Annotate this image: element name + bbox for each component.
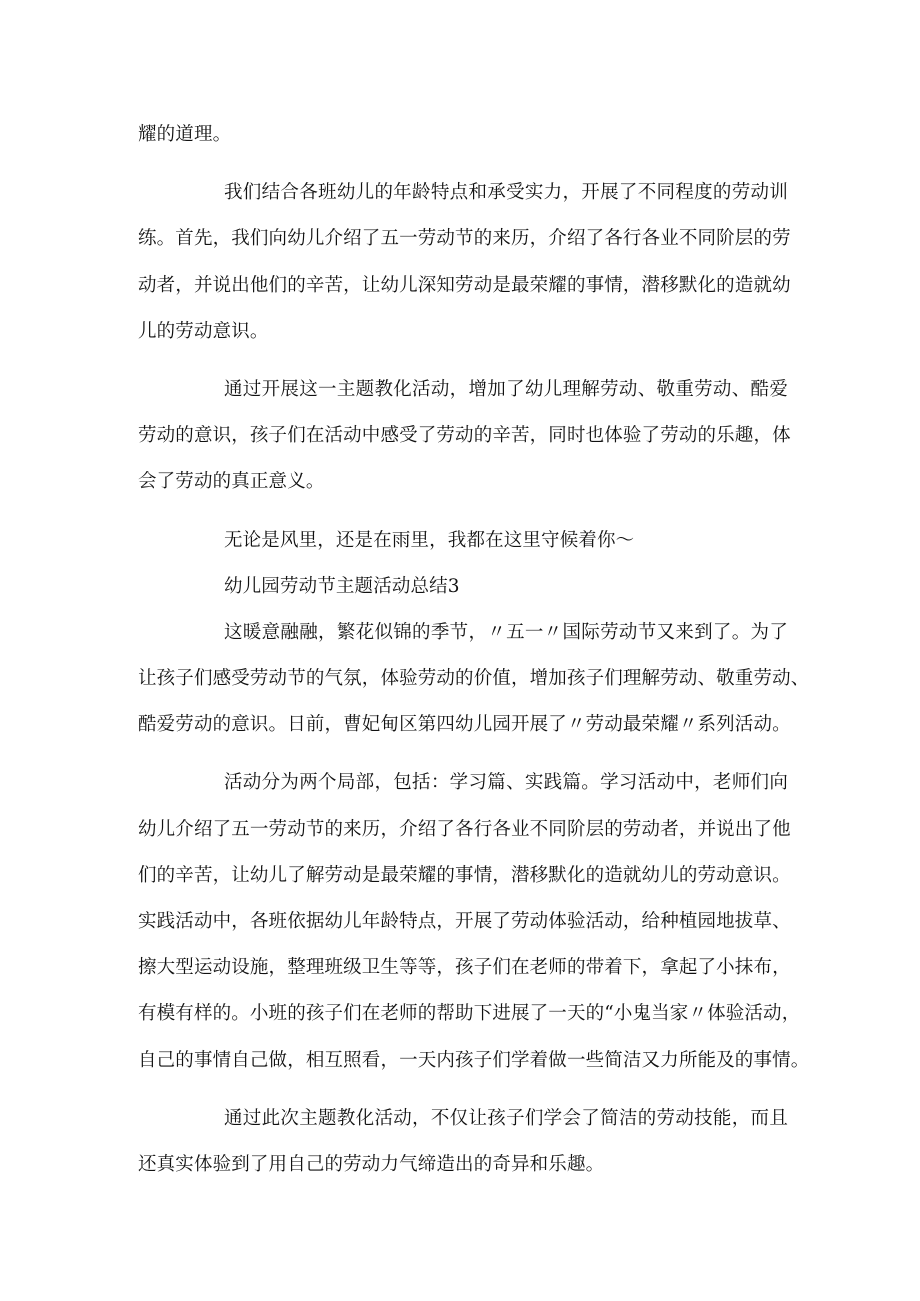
text-line: 还真实体验到了用自己的劳动力气缔造出的奇异和乐趣。 [138, 1153, 605, 1175]
text-line: 活动分为两个局部，包括：学习篇、实践篇。学习活动中，老师们向 [224, 772, 788, 794]
text-line: 有模有样的。小班的孩子们在老师的帮助下进展了一天的“小鬼当家〃体验活动， [138, 1003, 801, 1025]
text-line: 通过此次主题教化活动，不仅让孩子们学会了简洁的劳动技能，而且 [224, 1107, 788, 1129]
text-line: 无论是风里，还是在雨里，我都在这里守候着你～ [224, 529, 635, 551]
text-line: 自己的事情自己做，相互照看，一天内孩子们学着做一些简洁又力所能及的事情。 [138, 1049, 810, 1071]
text-line: 儿的劳动意识。 [138, 320, 269, 342]
paragraph-7 [138, 760, 810, 1083]
text-line: 们的辛苦，让幼儿了解劳动是最荣耀的事情，潜移默化的造就幼儿的劳动意识。 [138, 864, 791, 886]
paragraph-3 [138, 367, 791, 506]
text-line: 耀的道理。 [138, 124, 232, 145]
text-line: 这暖意融融，繁花似锦的季节，〃五一〃国际劳动节又来到了。为了 [224, 621, 788, 643]
text-line: 会了劳动的真正意义。 [138, 471, 325, 493]
paragraph-2 [138, 170, 791, 355]
section-heading [138, 564, 788, 610]
heading-text: 幼儿园劳动节主题活动总结3 [224, 575, 460, 597]
paragraph-1 [138, 112, 788, 158]
text-line: 酷爱劳动的意识。日前，曹妃甸区第四幼儿园开展了〃劳动最荣耀〃系列活动。 [138, 714, 791, 736]
text-line: 通过开展这一主题教化活动，增加了幼儿理解劳动、敬重劳动、酷爱 [224, 378, 788, 400]
document-body [138, 112, 810, 1188]
text-line: 擦大型运动设施，整理班级卫生等等，孩子们在老师的带着下，拿起了小抹布， [138, 957, 791, 979]
text-line: 劳动的意识，孩子们在活动中感受了劳动的辛苦，同时也体验了劳动的乐趣，体 [138, 425, 791, 447]
paragraph-6 [138, 610, 810, 749]
text-line: 幼儿介绍了五一劳动节的来历，介绍了各行各业不同阶层的劳动者，并说出了他 [138, 818, 791, 840]
text-line: 实践活动中，各班依据幼儿年龄特点，开展了劳动体验活动，给种植园地拔草、 [138, 911, 791, 932]
text-line: 让孩子们感受劳动节的气氛，体验劳动的价值，增加孩子们理解劳动、敬重劳动、 [138, 668, 810, 690]
paragraph-4 [138, 518, 788, 564]
text-line: 练。首先，我们向幼儿介绍了五一劳动节的来历，介绍了各行各业不同阶层的劳 [138, 228, 791, 250]
text-line: 动者，并说出他们的辛苦，让幼儿深知劳动是最荣耀的事情，潜移默化的造就幼 [138, 274, 791, 296]
text-line: 我们结合各班幼儿的年龄特点和承受实力，开展了不同程度的劳动训 [224, 182, 788, 204]
paragraph-8 [138, 1096, 788, 1188]
